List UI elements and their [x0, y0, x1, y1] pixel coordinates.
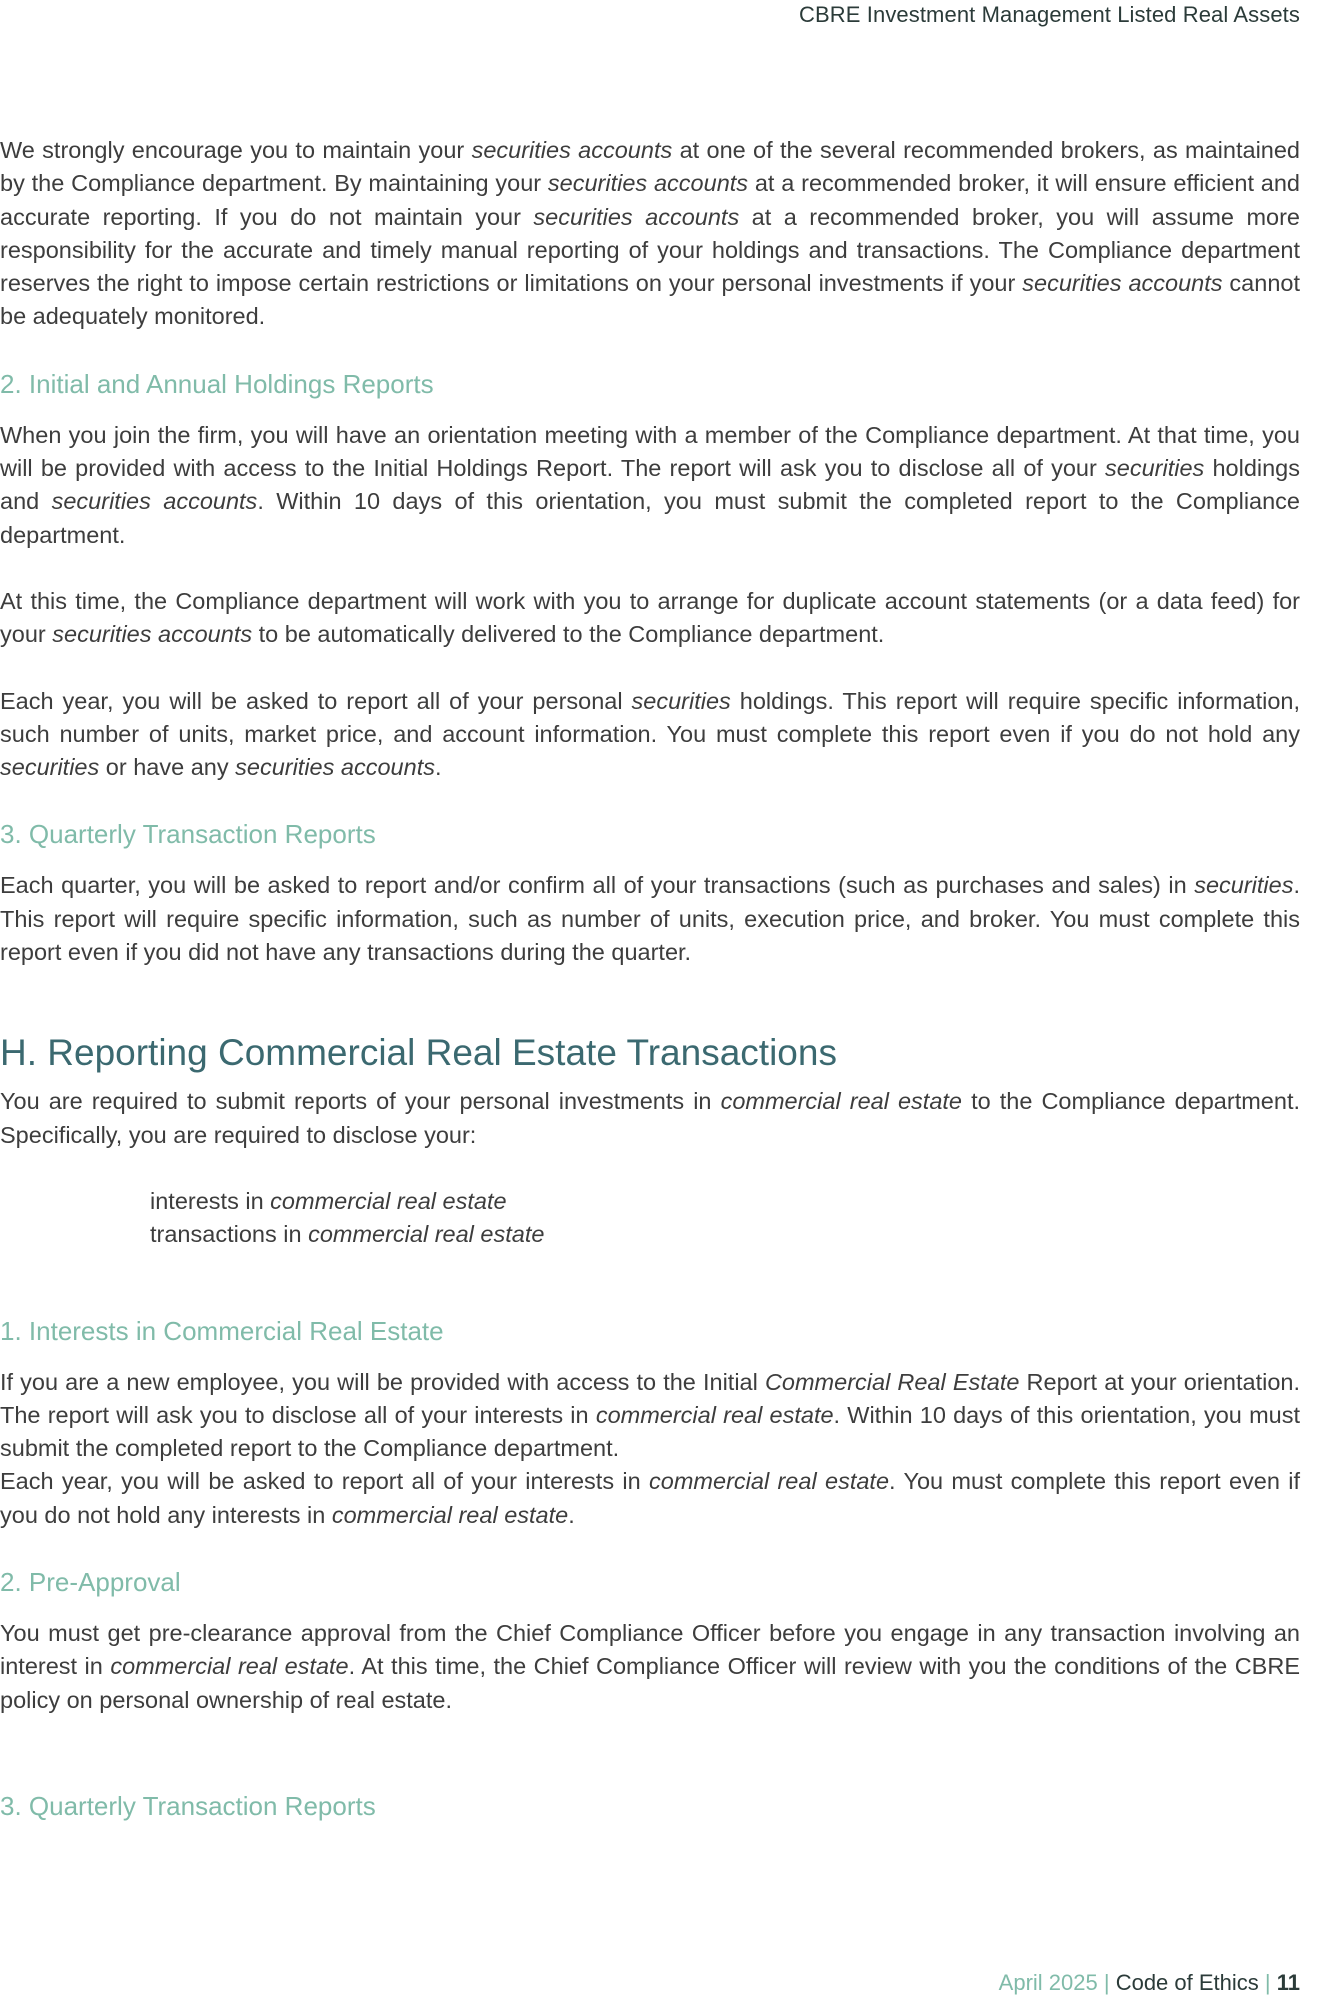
footer-document-title: Code of Ethics [1115, 1970, 1259, 1995]
intro-paragraph: We strongly encourage you to maintain your securities accounts at one of the several recommended brokers, as maintained by the Compliance department. By maintaining your securities accounts at a recommended broker, it will ensure efficient and accurate reporting. If you do not maintain your securities accounts at a recommended broker, you will assume more responsibility for the accurate and timely manual reporting of your holdings and transactions. The Compliance department reserves the right to impose certain restrictions or limitations on your personal investments if your securities accounts cannot be adequately monitored. [0, 137, 1301, 330]
disclosure-list [0, 1185, 1300, 1252]
page-content [0, 134, 1300, 1823]
list-item: transactions in commercial real estate [150, 1221, 545, 1248]
heading-pre-approval: 2. Pre-Approval [0, 1567, 181, 1598]
page-number: 11 [1276, 1970, 1300, 1995]
page-footer [999, 1970, 1300, 1996]
paragraph-annual-holdings: Each year, you will be asked to report all of your personal securities holdings. This report will require specific information, such number of units, market price, and account information. You must complete this report even if you do not hold any securities or have any securities accounts. [0, 687, 1300, 781]
paragraph-pre-clearance: You must get pre-clearance approval from the Chief Compliance Officer before you engage in any transaction involving an interest in commercial real estate. At this time, the Chief Compliance Officer will review with you the conditions of the CBRE policy on personal ownership of real estate. [0, 1620, 1300, 1713]
footer-date: April 2025 [998, 1970, 1098, 1995]
footer-separator: | [1097, 1970, 1116, 1995]
heading-quarterly-transaction-reports: 3. Quarterly Transaction Reports [0, 819, 376, 850]
paragraph-orientation: When you join the firm, you will have an orientation meeting with a member of the Compliance department. At that time, you will be provided with access to the Initial Holdings Report. The report will ask you to disclose all of your securities holdings and securities accounts. Within 10 days of this orientation, you must submit the completed report to the Compliance department. [0, 421, 1301, 548]
paragraph-new-employee: If you are a new employee, you will be provided with access to the Initial Commercial Real Estate Report at your orientation. The report will ask you to disclose all of your interests in commercial real estate. Within 10 days of this orientation, you must submit the completed report to the Compliance department. [0, 1368, 1300, 1462]
list-item: interests in commercial real estate [150, 1187, 507, 1214]
paragraph-duplicate-statements: At this time, the Compliance department will work with you to arrange for duplicate account statements (or a data feed) for your securities accounts to be automatically delivered to the Compliance department. [0, 587, 1300, 648]
paragraph-annual-interests: Each year, you will be asked to report all of your interests in commercial real estate. You must complete this report even if you do not hold any interests in commercial real estate. [0, 1468, 1300, 1528]
paragraph-quarterly-transactions: Each quarter, you will be asked to report and/or confirm all of your transactions (such as purchases and sales) in securities. This report will require specific information, such as number of units, execution price, and broker. You must complete this report even if you did not have any transactions during the quarter. [0, 872, 1300, 966]
heading-interests-commercial-real-estate: 1. Interests in Commercial Real Estate [0, 1315, 444, 1346]
heading-quarterly-transaction-reports-cre: 3. Quarterly Transaction Reports [0, 1790, 376, 1821]
paragraph-commercial-real-estate-intro: You are required to submit reports of your personal investments in commercial real estate to the Compliance department. Specifically, you are required to disclose your: [0, 1088, 1301, 1148]
heading-section-h: H. Reporting Commercial Real Estate Transactions [0, 1032, 837, 1074]
page-header: CBRE Investment Management Listed Real Assets [799, 2, 1300, 27]
heading-initial-annual-holdings: 2. Initial and Annual Holdings Reports [0, 368, 434, 399]
footer-separator: | [1258, 1970, 1277, 1995]
